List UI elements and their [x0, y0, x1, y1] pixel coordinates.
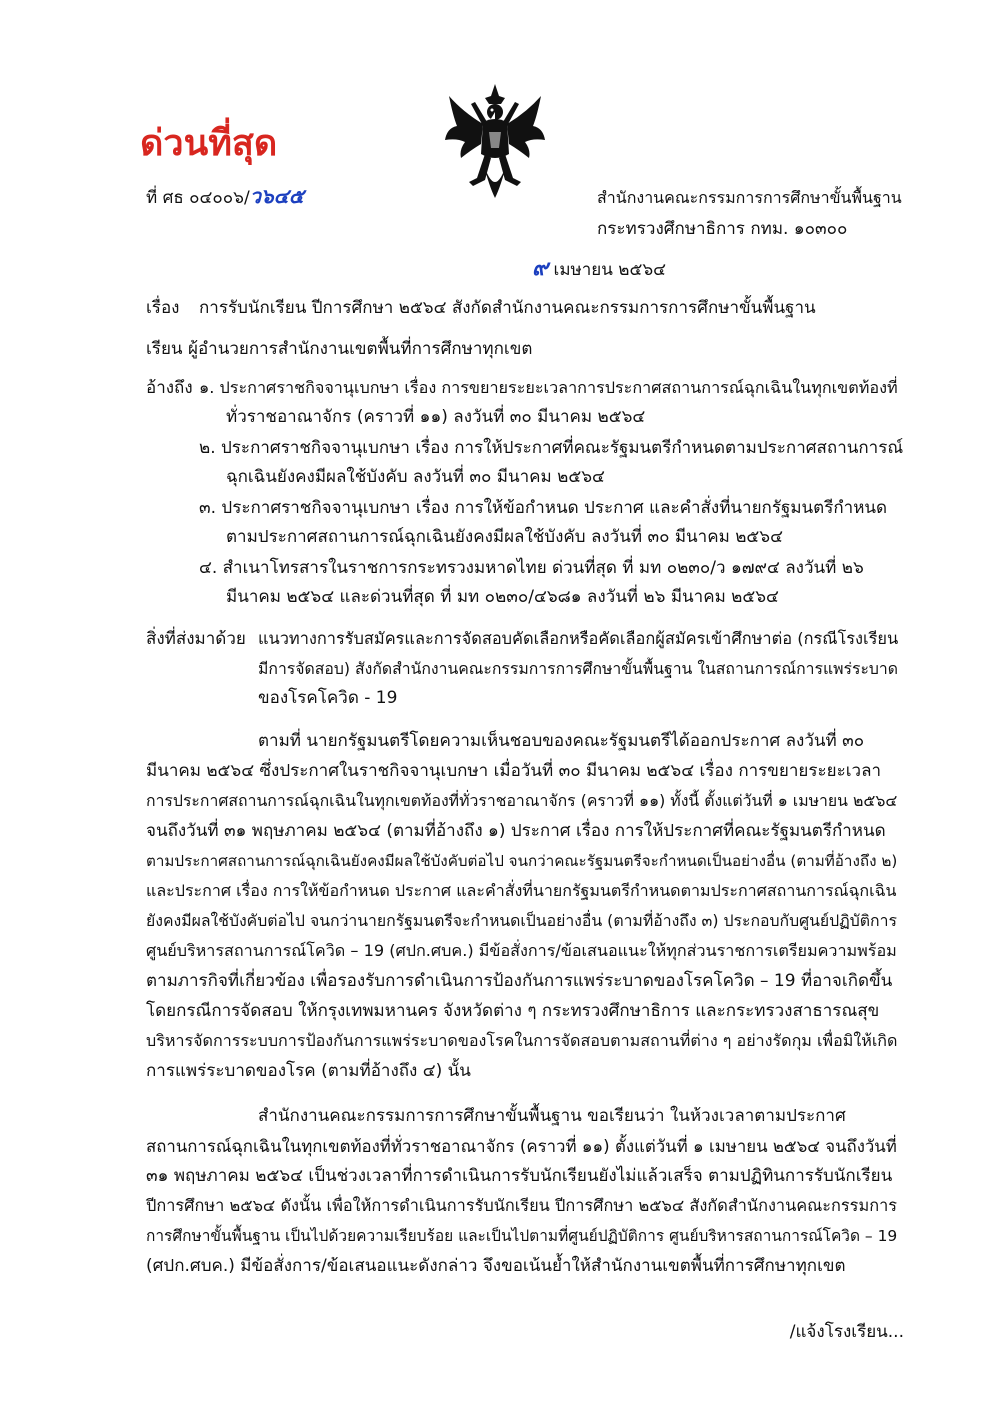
- paragraph1-line: บริหารจัดการระบบการป้องกันการแพร่ระบาดของโรคในการจัดสอบตามสถานที่ต่าง ๆ อย่างรัดกุม เพื่อมิให้เกิด: [146, 1031, 898, 1050]
- document-number-prefix: ที่ ศธ ๐๔๐๐๖/: [146, 188, 250, 208]
- date-month-year: เมษายน ๒๕๖๔: [553, 260, 667, 280]
- paragraph1-line: ตามประกาศสถานการณ์ฉุกเฉินยังคงมีผลใช้บังคับต่อไป จนกว่าคณะรัฐมนตรีจะกำหนดเป็นอย่างอื่น (ตามที่อ้างถึง ๒): [146, 852, 898, 870]
- paragraph1-line: ศูนย์บริหารสถานการณ์โควิด – 19 (ศปก.ศบค.) มีข้อสั่งการ/ข้อเสนอแนะให้ทุกส่วนราชการเตรียมความพร้อม: [146, 941, 897, 960]
- document-number: [146, 185, 304, 209]
- references-label: อ้างถึง: [146, 378, 193, 398]
- paragraph2-line: สำนักงานคณะกรรมการการศึกษาขั้นพื้นฐาน ขอเรียนว่า ในห้วงเวลาตามประกาศ: [258, 1106, 846, 1126]
- paragraph2-line: (ศปก.ศบค.) มีข้อสั่งการ/ข้อเสนอแนะดังกล่าว จึงขอเน้นย้ำให้สำนักงานเขตพื้นที่การศึกษาทุกเขต: [146, 1256, 846, 1276]
- paragraph1-line: การประกาศสถานการณ์ฉุกเฉินในทุกเขตท้องที่ทั่วราชอาณาจักร (คราวที่ ๑๑) ทั้งนี้ ตั้งแต่วันที่ ๑ เมษายน ๒๕๖๔: [146, 791, 898, 810]
- enclosure-line2: มีการจัดสอบ) สังกัดสำนักงานคณะกรรมการการศึกษาขั้นพื้นฐาน ในสถานการณ์การแพร่ระบาด: [258, 659, 899, 678]
- reference-item-1-line1: ๑. ประกาศราชกิจจานุเบกษา เรื่อง การขยายระยะเวลาการประกาศสถานการณ์ฉุกเฉินในทุกเขตท้องที่: [199, 378, 898, 397]
- paragraph1-line: ยังคงมีผลใช้บังคับต่อไป จนกว่านายกรัฐมนตรีจะกำหนดเป็นอย่างอื่น (ตามที่อ้างถึง ๓) ประกอบกับศูนย์ปฏิบัติการ: [146, 911, 897, 930]
- enclosure-line1: แนวทางการรับสมัครและการจัดสอบคัดเลือกหรือคัดเลือกผู้สมัครเข้าศึกษาต่อ (กรณีโรงเรียน: [258, 629, 899, 648]
- paragraph1-line: โดยกรณีการจัดสอบ ให้กรุงเทพมหานคร จังหวัดต่าง ๆ กระทรวงศึกษาธิการ และกระทรวงสาธารณสุข: [146, 1001, 880, 1021]
- date-day-handwritten: ๙: [532, 256, 549, 281]
- reference-item-2-line2: ฉุกเฉินยังคงมีผลใช้บังคับ ลงวันที่ ๓๐ มีนาคม ๒๕๖๔: [226, 467, 605, 487]
- garuda-emblem-icon: [443, 82, 548, 202]
- paragraph1-line: จนถึงวันที่ ๓๑ พฤษภาคม ๒๕๖๔ (ตามที่อ้างถึง ๑) ประกาศ เรื่อง การให้ประกาศที่คณะรัฐมนตรีกำหนด: [146, 821, 886, 841]
- reference-item-3-line1: ๓. ประกาศราชกิจจานุเบกษา เรื่อง การให้ข้อกำหนด ประกาศ และคำสั่งที่นายกรัฐมนตรีกำหนด: [199, 498, 888, 518]
- addressee-label: เรียน: [146, 339, 183, 359]
- paragraph1-line: ตามที่ นายกรัฐมนตรีโดยความเห็นชอบของคณะรัฐมนตรีได้ออกประกาศ ลงวันที่ ๓๐: [258, 731, 865, 751]
- subject-label: เรื่อง: [146, 298, 180, 318]
- subject-text: การรับนักเรียน ปีการศึกษา ๒๕๖๔ สังกัดสำนักงานคณะกรรมการการศึกษาขั้นพื้นฐาน: [199, 298, 816, 318]
- paragraph1-line: ตามภารกิจที่เกี่ยวข้อง เพื่อรองรับการดำเนินการป้องกันการแพร่ระบาดของโรคโควิด – 19 ที่อาจเกิดขึ้น: [146, 971, 893, 991]
- addressee-text: ผู้อำนวยการสำนักงานเขตพื้นที่การศึกษาทุกเขต: [188, 339, 533, 359]
- enclosure-line3: ของโรคโควิด - 19: [258, 688, 398, 708]
- agency-name: สำนักงานคณะกรรมการการศึกษาขั้นพื้นฐาน: [597, 188, 902, 207]
- continuation-marker: /แจ้งโรงเรียน...: [789, 1322, 904, 1342]
- enclosure-label: สิ่งที่ส่งมาด้วย: [146, 629, 246, 649]
- reference-item-4-line1: ๔. สำเนาโทรสารในราชการกระทรวงมหาดไทย ด่วนที่สุด ที่ มท ๐๒๓๐/ว ๑๗๙๔ ลงวันที่ ๒๖: [199, 558, 864, 578]
- paragraph1-line: มีนาคม ๒๕๖๔ ซึ่งประกาศในราชกิจจานุเบกษา เมื่อวันที่ ๓๐ มีนาคม ๒๕๖๔ เรื่อง การขยายระยะเวลา: [146, 761, 882, 781]
- urgency-stamp: ด่วนที่สุด: [140, 123, 278, 164]
- paragraph2-line: สถานการณ์ฉุกเฉินในทุกเขตท้องที่ทั่วราชอาณาจักร (คราวที่ ๑๑) ตั้งแต่วันที่ ๑ เมษายน ๒๕๖๔ จนถึงวันที่: [146, 1136, 897, 1156]
- reference-item-2-line1: ๒. ประกาศราชกิจจานุเบกษา เรื่อง การให้ประกาศที่คณะรัฐมนตรีกำหนดตามประกาศสถานการณ์: [199, 438, 904, 458]
- paragraph2-line: การศึกษาขั้นพื้นฐาน เป็นไปด้วยความเรียบร้อย และเป็นไปตามที่ศูนย์ปฏิบัติการ ศูนย์บริหารสถานการณ์โควิด – 19: [146, 1227, 898, 1245]
- paragraph1-line: การแพร่ระบาดของโรค (ตามที่อ้างถึง ๔) นั้น: [146, 1061, 471, 1081]
- reference-item-1-line2: ทั่วราชอาณาจักร (คราวที่ ๑๑) ลงวันที่ ๓๐ มีนาคม ๒๕๖๔: [226, 407, 646, 427]
- document-number-handwritten: ว๖๔๕: [249, 184, 304, 208]
- paragraph1-line: และประกาศ เรื่อง การให้ข้อกำหนด ประกาศ และคำสั่งที่นายกรัฐมนตรีกำหนดตามประกาศสถานการณ์ฉุกเฉิน: [146, 881, 897, 900]
- agency-address: กระทรวงศึกษาธิการ กทม. ๑๐๓๐๐: [597, 219, 848, 239]
- paragraph2-line: ๓๑ พฤษภาคม ๒๕๖๔ เป็นช่วงเวลาที่การดำเนินการรับนักเรียนยังไม่แล้วเสร็จ ตามปฏิทินการรับนักเรียน: [146, 1166, 893, 1186]
- paragraph2-line: ปีการศึกษา ๒๕๖๔ ดังนั้น เพื่อให้การดำเนินการรับนักเรียน ปีการศึกษา ๒๕๖๔ สังกัดสำนักงานคณะกรรมการ: [146, 1196, 897, 1215]
- reference-item-4-line2: มีนาคม ๒๕๖๔ และด่วนที่สุด ที่ มท ๐๒๓๐/๔๖๘๑ ลงวันที่ ๒๖ มีนาคม ๒๕๖๔: [226, 587, 779, 607]
- document-date: [532, 258, 666, 281]
- reference-item-3-line2: ตามประกาศสถานการณ์ฉุกเฉินยังคงมีผลใช้บังคับ ลงวันที่ ๓๐ มีนาคม ๒๕๖๔: [226, 527, 783, 547]
